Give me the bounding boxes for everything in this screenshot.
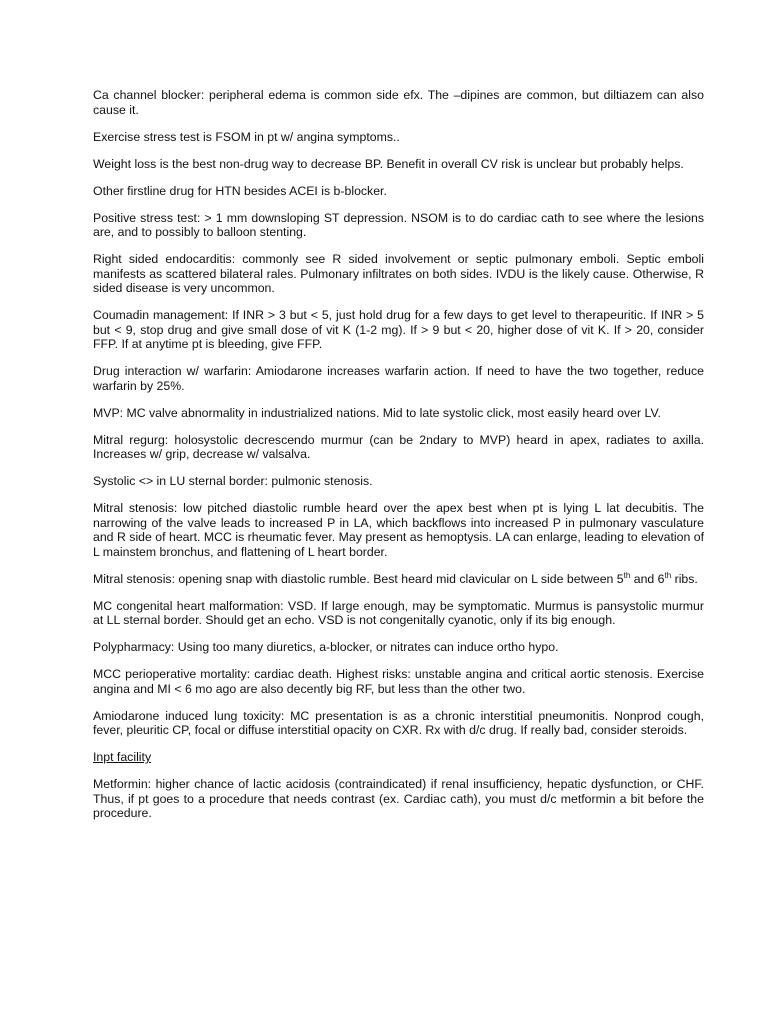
note-paragraph: Mitral regurg: holosystolic decrescendo murmur (can be 2ndary to MVP) heard in apex, radiates to axilla. Increases w/ grip, decrease w/ valsalva.: [93, 432, 704, 461]
note-paragraph: MVP: MC valve abnormality in industrialized nations. Mid to late systolic click, most easily heard over LV.: [93, 405, 661, 420]
note-paragraph: Ca channel blocker: peripheral edema is common side efx. The –dipines are common, but diltiazem can also cause it.: [93, 88, 704, 117]
note-paragraph: Positive stress test: > 1 mm downsloping ST depression. NSOM is to do cardiac cath to see where the lesions are, and to possibly to balloon stenting.: [93, 210, 704, 239]
note-text: Mitral stenosis: opening snap with diastolic rumble. Best heard mid clavicular on L side between 5: [93, 571, 624, 586]
superscript: th: [623, 570, 631, 580]
section-heading: Inpt facility: [93, 750, 152, 764]
note-paragraph: Drug interaction w/ warfarin: Amiodarone increases warfarin action. If need to have the two together, reduce warfarin by 25%.: [93, 364, 704, 393]
note-paragraph: Coumadin management: If INR > 3 but < 5, just hold drug for a few days to get level to therapeuritic. If INR > 5 but < 9, stop drug and give small dose of vit K (1-2 mg). If > 9 but < 20, higher dose of vit K. If > 20, consider FFP. If at anytime pt is bleeding, give FFP.: [93, 308, 704, 351]
superscript: th: [664, 570, 672, 580]
note-paragraph: Exercise stress test is FSOM in pt w/ angina symptoms..: [93, 129, 400, 144]
note-text: ribs.: [671, 571, 698, 586]
note-paragraph: Mitral stenosis: low pitched diastolic rumble heard over the apex best when pt is lying L lat decubitis. The narrowing of the valve leads to increased P in LA, which backflows into increased P in pulmonary vasculature and R side of heart. MCC is rheumatic fever. May present as hemoptysis. LA can enlarge, leading to elevation of L mainstem bronchus, and flattening of L heart border.: [93, 501, 704, 559]
note-paragraph: Right sided endocarditis: commonly see R sided involvement or septic pulmonary emboli. Septic emboli manifests as scattered bilateral rales. Pulmonary infiltrates on both sides. IVDU is the likely cause. Otherwise, R sided disease is very uncommon.: [93, 252, 704, 295]
note-paragraph: MCC perioperative mortality: cardiac death. Highest risks: unstable angina and critical aortic stenosis. Exercise angina and MI < 6 mo ago are also decently big RF, but less than the other two.: [93, 667, 704, 696]
note-paragraph: Other firstline drug for HTN besides ACEI is b-blocker.: [93, 183, 387, 198]
note-paragraph: Amiodarone induced lung toxicity: MC presentation is as a chronic interstitial pneumonitis. Nonprod cough, fever, pleuritic CP, focal or diffuse interstitial opacity on CXR. Rx with d/c drug. If really bad, consider steroids.: [93, 708, 704, 737]
note-paragraph: Polypharmacy: Using too many diuretics, a-blocker, or nitrates can induce ortho hypo.: [93, 640, 559, 654]
note-paragraph: MC congenital heart malformation: VSD. If large enough, may be symptomatic. Murmus is pansystolic murmur at LL sternal border. Should get an echo. VSD is not congenitally cyanotic, only if its big enough.: [93, 598, 704, 627]
note-paragraph-mitral-snap: [93, 572, 704, 587]
note-paragraph: Metformin: higher chance of lactic acidosis (contraindicated) if renal insufficiency, hepatic dysfunction, or CHF. Thus, if pt goes to a procedure that needs contrast (ex. Cardiac cath), you must d/c metformin a bit before the procedure.: [93, 777, 704, 820]
note-paragraph: Weight loss is the best non-drug way to decrease BP. Benefit in overall CV risk is unclear but probably helps.: [93, 156, 684, 171]
note-paragraph: Systolic <> in LU sternal border: pulmonic stenosis.: [93, 474, 373, 488]
document-page: [93, 88, 704, 833]
note-text: and 6: [630, 571, 665, 586]
